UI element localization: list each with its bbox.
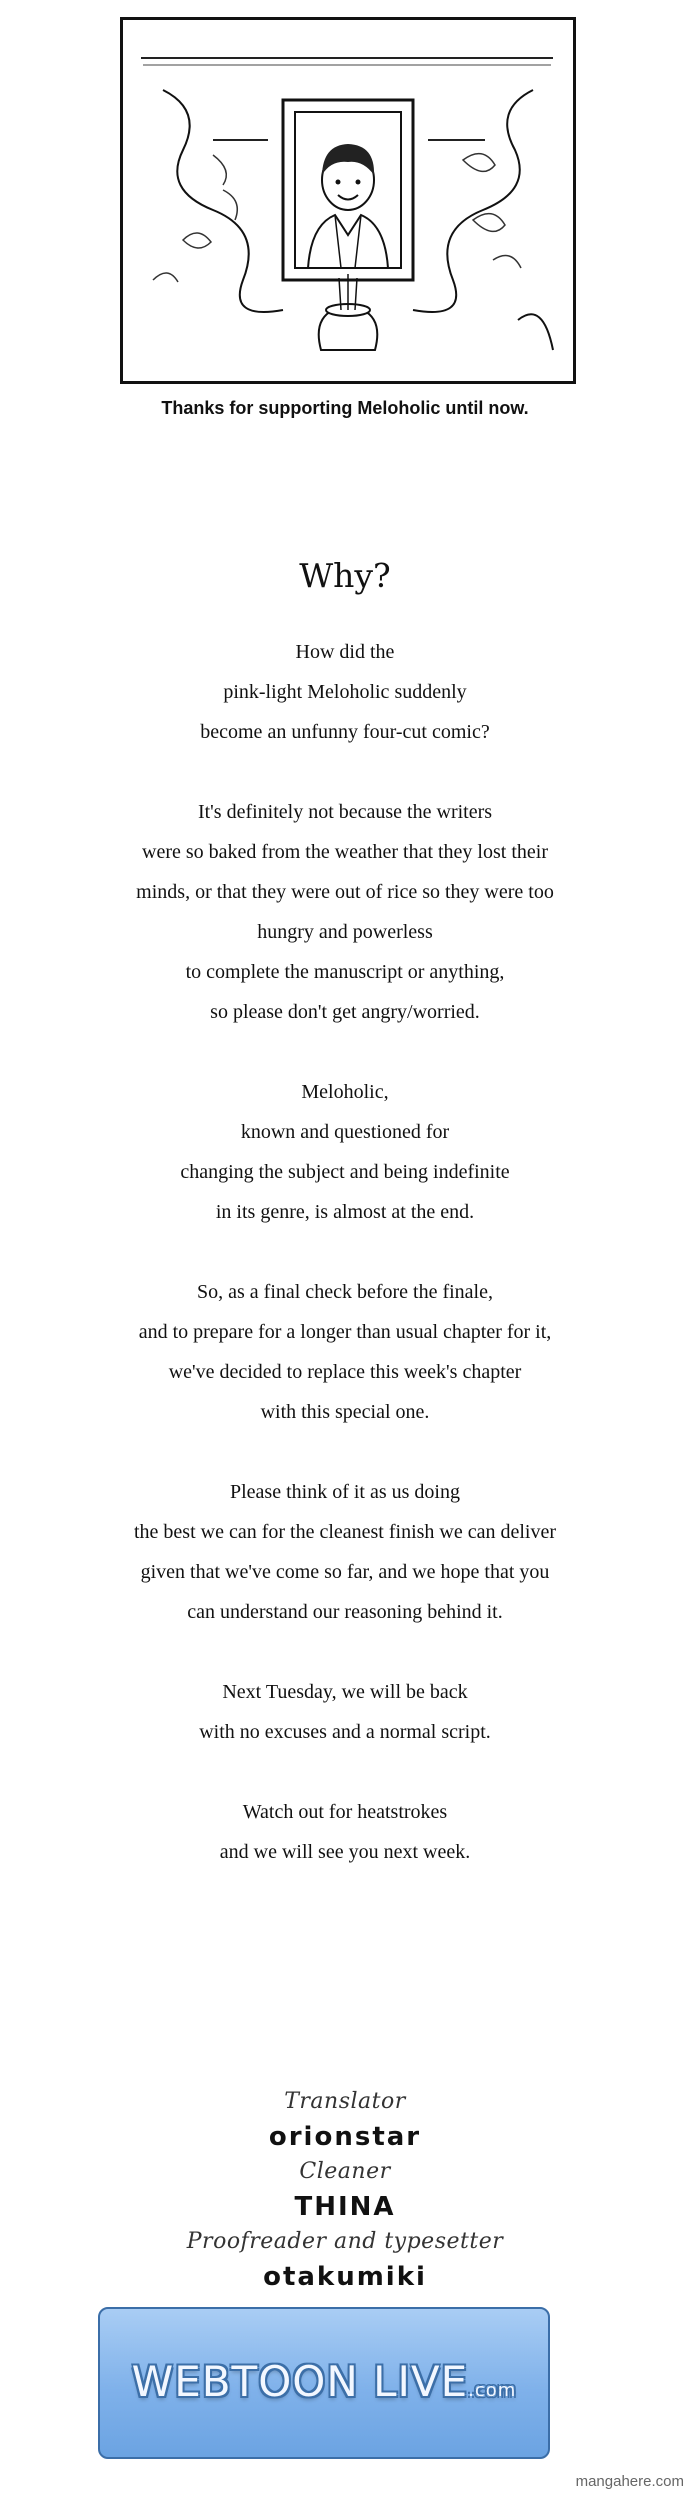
cleaner-role: Cleaner	[299, 2159, 391, 2184]
cleaner-name: THINA	[294, 2192, 396, 2222]
paragraph	[0, 792, 690, 1032]
proofreader-name: otakumiki	[263, 2262, 427, 2292]
message-line: So, as a final check before the finale,	[197, 1281, 493, 1303]
message-line: How did the	[295, 641, 395, 663]
paragraph	[0, 1472, 690, 1632]
message-line: to complete the manuscript or anything,	[185, 961, 505, 983]
message-line: were so baked from the weather that they lost their	[142, 841, 548, 863]
message-line: changing the subject and being indefinite	[180, 1161, 510, 1183]
message-line: we've decided to replace this week's chapter	[168, 1361, 522, 1383]
message-line: Please think of it as us doing	[230, 1481, 460, 1503]
message-line: known and questioned for	[240, 1121, 450, 1143]
message-line: and we will see you next week.	[219, 1841, 471, 1863]
translator-role: Translator	[284, 2089, 406, 2114]
paragraph	[0, 632, 690, 752]
translator-name: orionstar	[268, 2122, 422, 2152]
message-line: the best we can for the cleanest finish we can deliver	[133, 1521, 557, 1543]
comic-panel	[120, 17, 576, 384]
message-line: minds, or that they were out of rice so they were too	[136, 881, 554, 903]
message-line: pink-light Meloholic suddenly	[223, 681, 467, 703]
message-line: It's definitely not because the writers	[197, 801, 493, 823]
paragraph	[0, 1272, 690, 1432]
thanks-caption: Thanks for supporting Meloholic until now.	[161, 398, 529, 418]
message-line: Meloholic,	[301, 1081, 389, 1103]
webtoon-live-banner[interactable]	[98, 2307, 550, 2459]
paragraph	[0, 1792, 690, 1872]
message-line: given that we've come so far, and we hope that you	[140, 1561, 550, 1583]
paragraph	[0, 1672, 690, 1752]
memorial-drawing	[123, 20, 573, 381]
banner-logo-text	[100, 2357, 548, 2406]
message-line: Watch out for heatstrokes	[242, 1801, 448, 1823]
credits	[0, 2085, 690, 2295]
message-line: can understand our reasoning behind it.	[187, 1601, 503, 1623]
message-line: so please don't get angry/worried.	[210, 1001, 480, 1023]
message-line: with no excuses and a normal script.	[199, 1721, 491, 1743]
banner-suffix-text: .com	[468, 2380, 517, 2401]
message-line: hungry and powerless	[257, 921, 433, 943]
message-line: and to prepare for a longer than usual chapter for it,	[138, 1321, 552, 1343]
banner-main-text: WEBTOON LIVE	[131, 2357, 469, 2406]
message-body	[0, 632, 690, 1912]
message-line: in its genre, is almost at the end.	[215, 1201, 475, 1223]
watermark: mangahere.com	[575, 2473, 684, 2490]
why-title: Why?	[299, 556, 391, 595]
proofreader-role: Proofreader and typesetter	[186, 2229, 504, 2254]
message-line: become an unfunny four-cut comic?	[200, 721, 490, 743]
paragraph	[0, 1072, 690, 1232]
message-line: with this special one.	[260, 1401, 430, 1423]
message-line: Next Tuesday, we will be back	[222, 1681, 468, 1703]
